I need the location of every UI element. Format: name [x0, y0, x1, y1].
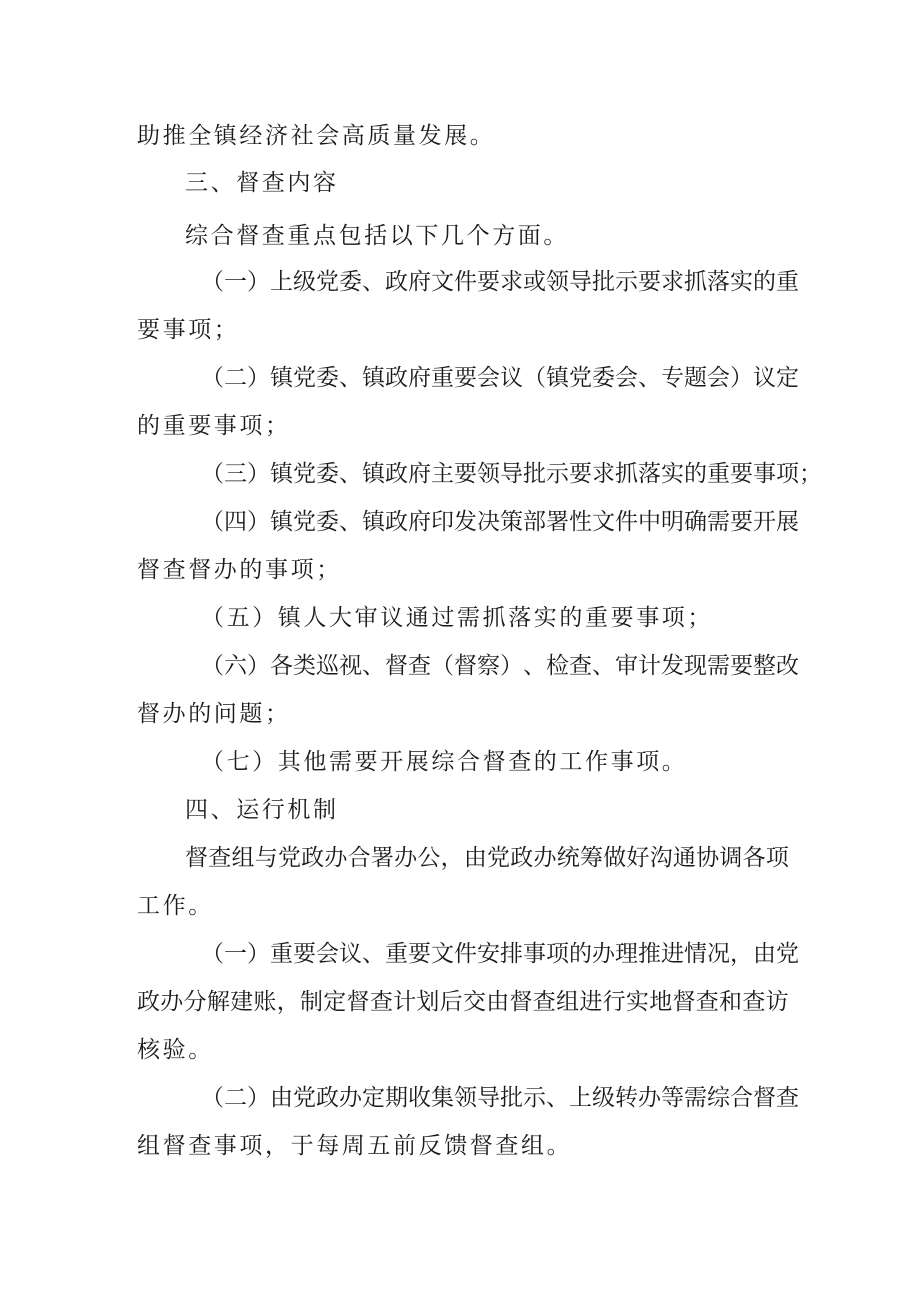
text-char: 督	[385, 653, 408, 679]
text-char: 政	[385, 269, 408, 295]
paragraph-line	[201, 651, 799, 681]
text-char: 四	[224, 509, 247, 535]
paragraph-line: 督查督办的事项；	[137, 557, 342, 583]
text-char: 党	[776, 941, 799, 967]
text-char: 六	[224, 653, 247, 679]
text-char: 要	[293, 941, 316, 967]
text-char: （	[431, 653, 454, 679]
text-char: 党	[293, 509, 316, 535]
text-char: （	[201, 1085, 224, 1111]
text-char: 党	[293, 1085, 316, 1111]
text-char: 实	[661, 461, 684, 487]
text-char: 要	[730, 461, 753, 487]
text-char: 抓	[684, 269, 707, 295]
text-char: （	[201, 941, 224, 967]
text-char: 检	[546, 653, 569, 679]
text-char: 、	[362, 269, 385, 295]
text-char: 理	[615, 941, 638, 967]
text-char: ）	[247, 509, 270, 535]
text-char: 政	[301, 845, 325, 871]
text-char: ）	[247, 461, 270, 487]
text-char: 账	[253, 989, 277, 1015]
text-char: 确	[684, 509, 707, 535]
text-char: 情	[684, 941, 707, 967]
paragraph-line: 督办的问题；	[137, 701, 291, 727]
text-char: 查	[742, 989, 766, 1015]
text-char: 求	[592, 461, 615, 487]
text-char: 中	[638, 509, 661, 535]
text-char: 会	[477, 365, 500, 391]
text-char: 协	[696, 845, 720, 871]
text-char: 需	[707, 509, 730, 535]
paragraph-line	[201, 363, 799, 393]
text-char: ，	[440, 845, 464, 871]
text-char: 和	[719, 989, 743, 1015]
text-char: 察	[477, 653, 500, 679]
text-char: 与	[254, 845, 278, 871]
text-char: 明	[661, 509, 684, 535]
text-char: 府	[408, 269, 431, 295]
text-char: 要	[408, 941, 431, 967]
paragraph-line	[201, 267, 799, 297]
text-char: 领	[546, 269, 569, 295]
text-char: 计	[393, 989, 417, 1015]
text-char: 委	[316, 509, 339, 535]
text-char: 要	[730, 653, 753, 679]
text-char: 要	[569, 461, 592, 487]
text-char: 审	[615, 653, 638, 679]
text-char: 、	[362, 653, 385, 679]
text-char: 件	[454, 941, 477, 967]
paragraph-line: 工作。	[137, 893, 214, 919]
text-char: 主	[431, 461, 454, 487]
text-char: 要	[477, 269, 500, 295]
text-char: 府	[408, 461, 431, 487]
text-char: 镇	[362, 509, 385, 535]
paragraph-line: （五）镇人大审议通过需抓落实的重要事项；	[201, 605, 713, 631]
text-char: 镇	[270, 365, 293, 391]
text-char: 督	[454, 653, 477, 679]
paragraph-line	[185, 843, 789, 873]
text-char: （	[201, 653, 224, 679]
text-char: 类	[293, 653, 316, 679]
text-char: ；	[799, 461, 822, 487]
text-char: 示	[523, 1085, 546, 1111]
text-char: 合	[730, 1085, 753, 1111]
text-char: 由	[463, 845, 487, 871]
text-char: ）	[500, 653, 523, 679]
text-char: 决	[477, 509, 500, 535]
text-char: 地	[649, 989, 673, 1015]
text-char: 实	[625, 989, 649, 1015]
text-char: 批	[592, 269, 615, 295]
text-char: 定	[362, 1085, 385, 1111]
text-char: 求	[500, 269, 523, 295]
text-char: 办	[533, 845, 557, 871]
text-char: 件	[615, 509, 638, 535]
text-char: 组	[556, 989, 580, 1015]
text-char: 要	[454, 365, 477, 391]
text-char: 的	[753, 269, 776, 295]
text-char: 发	[661, 653, 684, 679]
text-char: 的	[569, 941, 592, 967]
text-char: 况	[707, 941, 730, 967]
text-char: 上	[569, 1085, 592, 1111]
text-char: 分	[183, 989, 207, 1015]
text-char: 查	[408, 653, 431, 679]
text-char: 由	[486, 989, 510, 1015]
text-char: 政	[137, 989, 160, 1015]
text-char: 议	[753, 365, 776, 391]
text-char: 解	[206, 989, 230, 1015]
text-char: 重	[270, 941, 293, 967]
text-char: 议	[500, 365, 523, 391]
text-char: 镇	[270, 509, 293, 535]
text-char: 查	[532, 989, 556, 1015]
paragraph-line: （七）其他需要开展综合督查的工作事项。	[201, 749, 688, 775]
text-char: 政	[510, 845, 534, 871]
text-char: 委	[339, 269, 362, 295]
text-char: 建	[230, 989, 254, 1015]
text-char: 、	[339, 461, 362, 487]
text-char: 由	[753, 941, 776, 967]
text-char: 调	[719, 845, 743, 871]
text-char: 督	[509, 989, 533, 1015]
text-char: 一	[224, 941, 247, 967]
text-char: 收	[408, 1085, 431, 1111]
text-char: 级	[592, 1085, 615, 1111]
text-char: 党	[487, 845, 511, 871]
text-char: 一	[224, 269, 247, 295]
text-char: 、	[546, 1085, 569, 1111]
text-char: 、	[523, 653, 546, 679]
text-char: 府	[408, 509, 431, 535]
text-char: 现	[684, 653, 707, 679]
text-char: 项	[546, 941, 569, 967]
text-char: 会	[707, 365, 730, 391]
text-char: （	[201, 461, 224, 487]
text-char: 要	[638, 269, 661, 295]
text-char: 等	[661, 1085, 684, 1111]
text-char: 批	[500, 1085, 523, 1111]
text-char: 会	[316, 941, 339, 967]
paragraph-line: 的重要事项；	[137, 413, 291, 439]
text-char: 项	[776, 461, 799, 487]
text-char: 定	[323, 989, 347, 1015]
text-char: 党	[293, 461, 316, 487]
text-char: 镇	[546, 365, 569, 391]
text-char: 件	[454, 269, 477, 295]
text-char: （	[201, 365, 224, 391]
text-char: 查	[695, 989, 719, 1015]
text-char: 重	[431, 365, 454, 391]
text-char: 办	[160, 989, 184, 1015]
text-char: 安	[477, 941, 500, 967]
text-char: 整	[753, 653, 776, 679]
text-char: 二	[224, 365, 247, 391]
text-char: 政	[316, 1085, 339, 1111]
paragraph-line	[201, 1083, 799, 1113]
text-char: 办	[592, 941, 615, 967]
text-char: 督	[346, 989, 370, 1015]
text-char: 导	[500, 461, 523, 487]
text-char: 级	[293, 269, 316, 295]
text-char: 综	[707, 1085, 730, 1111]
text-char: ）	[247, 941, 270, 967]
text-char: 政	[385, 365, 408, 391]
text-char: 划	[416, 989, 440, 1015]
text-char: 党	[277, 845, 301, 871]
text-char: 文	[592, 509, 615, 535]
text-char: 发	[454, 509, 477, 535]
text-char: 通	[672, 845, 696, 871]
text-char: 制	[299, 989, 323, 1015]
section-heading: 四、运行机制	[185, 797, 339, 823]
text-char: 事	[523, 941, 546, 967]
paragraph-line: 核验。	[137, 1037, 214, 1063]
text-char: 署	[370, 845, 394, 871]
text-char: 政	[385, 461, 408, 487]
text-char: 三	[224, 461, 247, 487]
text-char: 署	[546, 509, 569, 535]
text-char: 实	[730, 269, 753, 295]
text-char: 展	[776, 509, 799, 535]
text-char: 重	[707, 461, 730, 487]
text-char: 、	[638, 365, 661, 391]
section-heading: 三、督查内容	[185, 170, 339, 196]
text-char: 做	[603, 845, 627, 871]
text-char: 排	[500, 941, 523, 967]
text-char: 委	[316, 461, 339, 487]
text-char: 文	[431, 269, 454, 295]
text-char: 推	[638, 941, 661, 967]
paragraph-line: 综合督查重点包括以下几个方面。	[185, 223, 569, 249]
text-char: （	[201, 509, 224, 535]
text-char: 领	[477, 461, 500, 487]
text-char: 上	[270, 269, 293, 295]
text-char: 领	[454, 1085, 477, 1111]
text-char: 政	[385, 509, 408, 535]
paragraph-line: 要事项；	[137, 317, 240, 343]
text-char: ，	[730, 941, 753, 967]
paragraph-line	[201, 507, 799, 537]
paragraph-line	[201, 459, 822, 489]
text-char: 落	[707, 269, 730, 295]
text-char: 好	[626, 845, 650, 871]
text-char: 党	[569, 365, 592, 391]
text-char: 办	[339, 1085, 362, 1111]
text-char: 要	[730, 509, 753, 535]
text-char: 求	[661, 269, 684, 295]
text-char: 沟	[649, 845, 673, 871]
text-char: 策	[500, 509, 523, 535]
text-char: 行	[602, 989, 626, 1015]
text-char: 文	[431, 941, 454, 967]
paragraph-line: 助推全镇经济社会高质量发展。	[137, 123, 496, 149]
text-char: 事	[753, 461, 776, 487]
text-char: 交	[462, 989, 486, 1015]
text-char: 议	[339, 941, 362, 967]
text-char: 改	[776, 653, 799, 679]
text-char: 落	[638, 461, 661, 487]
text-char: 要	[454, 461, 477, 487]
text-char: 查	[776, 1085, 799, 1111]
text-char: 合	[347, 845, 371, 871]
paragraph-line	[201, 939, 799, 969]
text-char: 进	[661, 941, 684, 967]
text-char: 需	[707, 653, 730, 679]
text-char: （	[523, 365, 546, 391]
text-char: 、	[592, 653, 615, 679]
text-char: 委	[316, 365, 339, 391]
text-char: 导	[569, 269, 592, 295]
text-char: 委	[592, 365, 615, 391]
text-char: 重	[776, 269, 799, 295]
text-char: 镇	[362, 365, 385, 391]
text-char: 镇	[270, 461, 293, 487]
text-char: 公	[417, 845, 441, 871]
text-char: 或	[523, 269, 546, 295]
text-char: 各	[270, 653, 293, 679]
text-char: 转	[615, 1085, 638, 1111]
paragraph-line: 组督查事项，于每周五前反馈督查组。	[137, 1133, 573, 1159]
text-char: 督	[185, 845, 208, 871]
paragraph-line	[137, 987, 789, 1017]
text-char: 重	[385, 941, 408, 967]
text-char: 督	[753, 1085, 776, 1111]
text-char: 定	[776, 365, 799, 391]
text-char: 项	[765, 845, 789, 871]
text-char: 导	[477, 1085, 500, 1111]
text-char: 办	[638, 1085, 661, 1111]
text-char: （	[201, 269, 224, 295]
text-char: 计	[638, 653, 661, 679]
text-char: 、	[339, 509, 362, 535]
text-char: 、	[339, 365, 362, 391]
text-char: 题	[684, 365, 707, 391]
text-char: 抓	[615, 461, 638, 487]
text-char: 党	[316, 269, 339, 295]
text-char: ，	[276, 989, 300, 1015]
text-char: 办	[394, 845, 418, 871]
text-char: 、	[362, 941, 385, 967]
text-char: ）	[730, 365, 753, 391]
text-char: 办	[324, 845, 348, 871]
text-char: ）	[247, 1085, 270, 1111]
text-char: 的	[684, 461, 707, 487]
text-char: 统	[556, 845, 580, 871]
text-char: ）	[247, 269, 270, 295]
text-char: 需	[684, 1085, 707, 1111]
text-char: 开	[753, 509, 776, 535]
text-char: 期	[385, 1085, 408, 1111]
text-char: ）	[247, 653, 270, 679]
text-char: 二	[224, 1085, 247, 1111]
text-char: 党	[293, 365, 316, 391]
text-char: 视	[339, 653, 362, 679]
text-char: 督	[672, 989, 696, 1015]
text-char: 组	[231, 845, 255, 871]
text-char: 会	[615, 365, 638, 391]
text-char: 府	[408, 365, 431, 391]
text-char: 集	[431, 1085, 454, 1111]
text-char: 查	[369, 989, 393, 1015]
text-char: 批	[523, 461, 546, 487]
text-char: 查	[208, 845, 232, 871]
text-char: 性	[569, 509, 592, 535]
text-char: 印	[431, 509, 454, 535]
text-char: 各	[742, 845, 766, 871]
text-char: 后	[439, 989, 463, 1015]
text-char: 示	[615, 269, 638, 295]
text-char: 由	[270, 1085, 293, 1111]
text-char: 部	[523, 509, 546, 535]
text-char: ）	[247, 365, 270, 391]
text-char: 巡	[316, 653, 339, 679]
text-char: 进	[579, 989, 603, 1015]
text-char: 访	[765, 989, 789, 1015]
text-char: 查	[569, 653, 592, 679]
text-char: 示	[546, 461, 569, 487]
text-char: 镇	[362, 461, 385, 487]
text-char: 专	[661, 365, 684, 391]
text-char: 筹	[579, 845, 603, 871]
